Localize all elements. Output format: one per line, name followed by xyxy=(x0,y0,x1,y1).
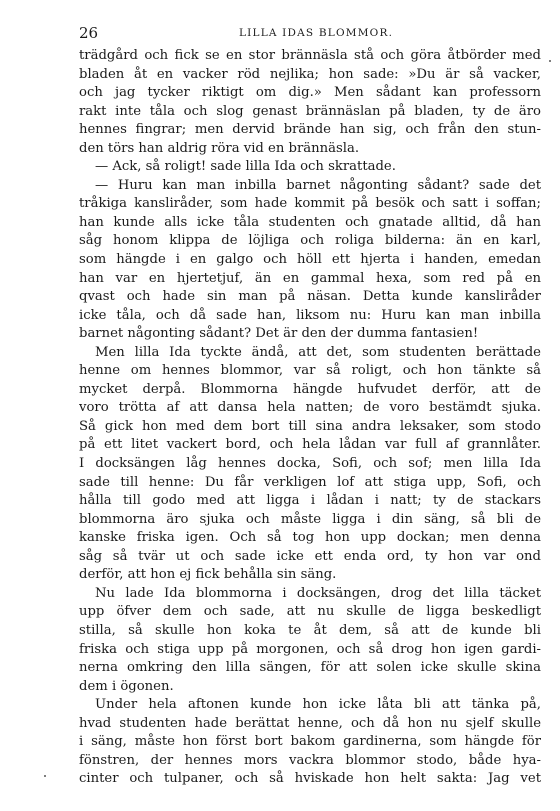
text-line: som hängde i en galgo och höll ett hjerta i handen, emedan xyxy=(79,252,541,268)
text-line: rakt inte tåla och slog genast brännäslan på bladen, ty de äro xyxy=(79,103,541,119)
text-line: voro trötta af att dansa hela natten; de voro bestämdt sjuka. xyxy=(79,400,541,416)
text-line: hennes fingrar; men dervid brände han sig, och från den stun- xyxy=(79,122,541,138)
text-line: hvad studenten hade berättat henne, och då hon nu sjelf skulle xyxy=(79,715,541,731)
page-number: 26 xyxy=(79,24,99,42)
text-line: tråkiga kansliråder, som hade kommit på besök och satt i soffan; xyxy=(79,196,541,212)
text-line: barnet någonting sådant? Det är den der dumma fantasien! xyxy=(79,326,479,342)
text-line: fönstren, der hennes mors vackra blommor stodo, både hya- xyxy=(79,752,541,768)
text-line: — Ack, så roligt! sade lilla Ida och skrattade. xyxy=(95,159,396,175)
text-line: bladen åt en vacker röd nejlika; hon sade: »Du är så vacker, xyxy=(79,66,541,82)
text-line: och jag tycker riktigt om dig.» Men sådant kan professorn xyxy=(79,85,541,101)
page-header xyxy=(79,22,541,44)
running-title: LILLA IDAS BLOMMOR. xyxy=(239,27,394,39)
text-line: dem i ögonen. xyxy=(79,678,174,694)
text-line: I docksängen låg hennes docka, Sofi, och sof; men lilla Ida xyxy=(79,456,541,472)
text-line: Nu lade Ida blommorna i docksängen, drog det lilla täcket xyxy=(95,585,541,601)
text-line: han var en hjertetjuf, än en gammal hexa, som red på en xyxy=(79,270,541,286)
text-line: hålla till godo med att ligga i lådan i natt; ty de stackars xyxy=(79,493,541,509)
text-line: i säng, måste hon först bort bakom gardinerna, som hängde för xyxy=(79,734,541,750)
text-line: såg så tvär ut och sade icke ett enda ord, ty hon var ond xyxy=(79,548,541,564)
text-line: friska och stiga upp på morgonen, och så drog hon igen gardi- xyxy=(79,641,541,657)
text-line: kanske friska igen. Och så tog hon upp dockan; men denna xyxy=(79,530,541,546)
text-line: han kunde alls icke tåla studenten och gnatade alltid, då han xyxy=(79,214,541,230)
text-line: stilla, så skulle hon koka te åt dem, så att de kunde bli xyxy=(79,622,541,638)
text-line: — Huru kan man inbilla barnet någonting sådant? sade det xyxy=(95,177,541,193)
text-line: icke tåla, och då sade han, liksom nu: Huru kan man inbilla xyxy=(79,307,541,323)
text-line: sade till henne: Du får verkligen lof att stiga upp, Sofi, och xyxy=(79,474,541,490)
paper-speck xyxy=(549,60,551,62)
text-line: trädgård och fick se en stor brännäsla stå och göra åtbörder med xyxy=(79,48,541,63)
text-line: på ett litet vackert bord, och hela lådan var full af grannlåter. xyxy=(79,437,541,453)
text-line: derför, att hon ej fick behålla sin säng. xyxy=(79,567,337,583)
text-line: Men lilla Ida tyckte ändå, att det, som studenten berättade xyxy=(95,344,541,360)
text-line: upp öfver dem och sade, att nu skulle de ligga beskedligt xyxy=(79,604,541,620)
text-line: Under hela aftonen kunde hon icke låta bli att tänka på, xyxy=(95,697,541,713)
text-line: henne om hennes blommor, var så roligt, och hon tänkte så xyxy=(79,363,541,379)
text-line: blommorna äro sjuka och måste ligga i din säng, så bli de xyxy=(79,511,541,527)
text-line: nerna omkring den lilla sängen, för att solen icke skulle skina xyxy=(79,660,541,676)
text-line: mycket derpå. Blommorna hängde hufvudet derför, att de xyxy=(79,381,541,397)
text-line: Så gick hon med dem bort till sina andra leksaker, som stodo xyxy=(79,418,541,434)
book-page xyxy=(79,22,541,787)
paper-speck xyxy=(44,775,46,777)
text-line: såg honom klippa de löjliga och roliga bilderna: än en karl, xyxy=(79,233,541,249)
text-line: cinter och tulpaner, och så hviskade hon helt sakta: Jag vet xyxy=(79,771,541,787)
body-text xyxy=(79,47,541,789)
text-line: den törs han aldrig röra vid en brännäsla. xyxy=(79,140,360,156)
text-line: qvast och hade sin man på näsan. Detta kunde kansliråder xyxy=(79,289,541,305)
